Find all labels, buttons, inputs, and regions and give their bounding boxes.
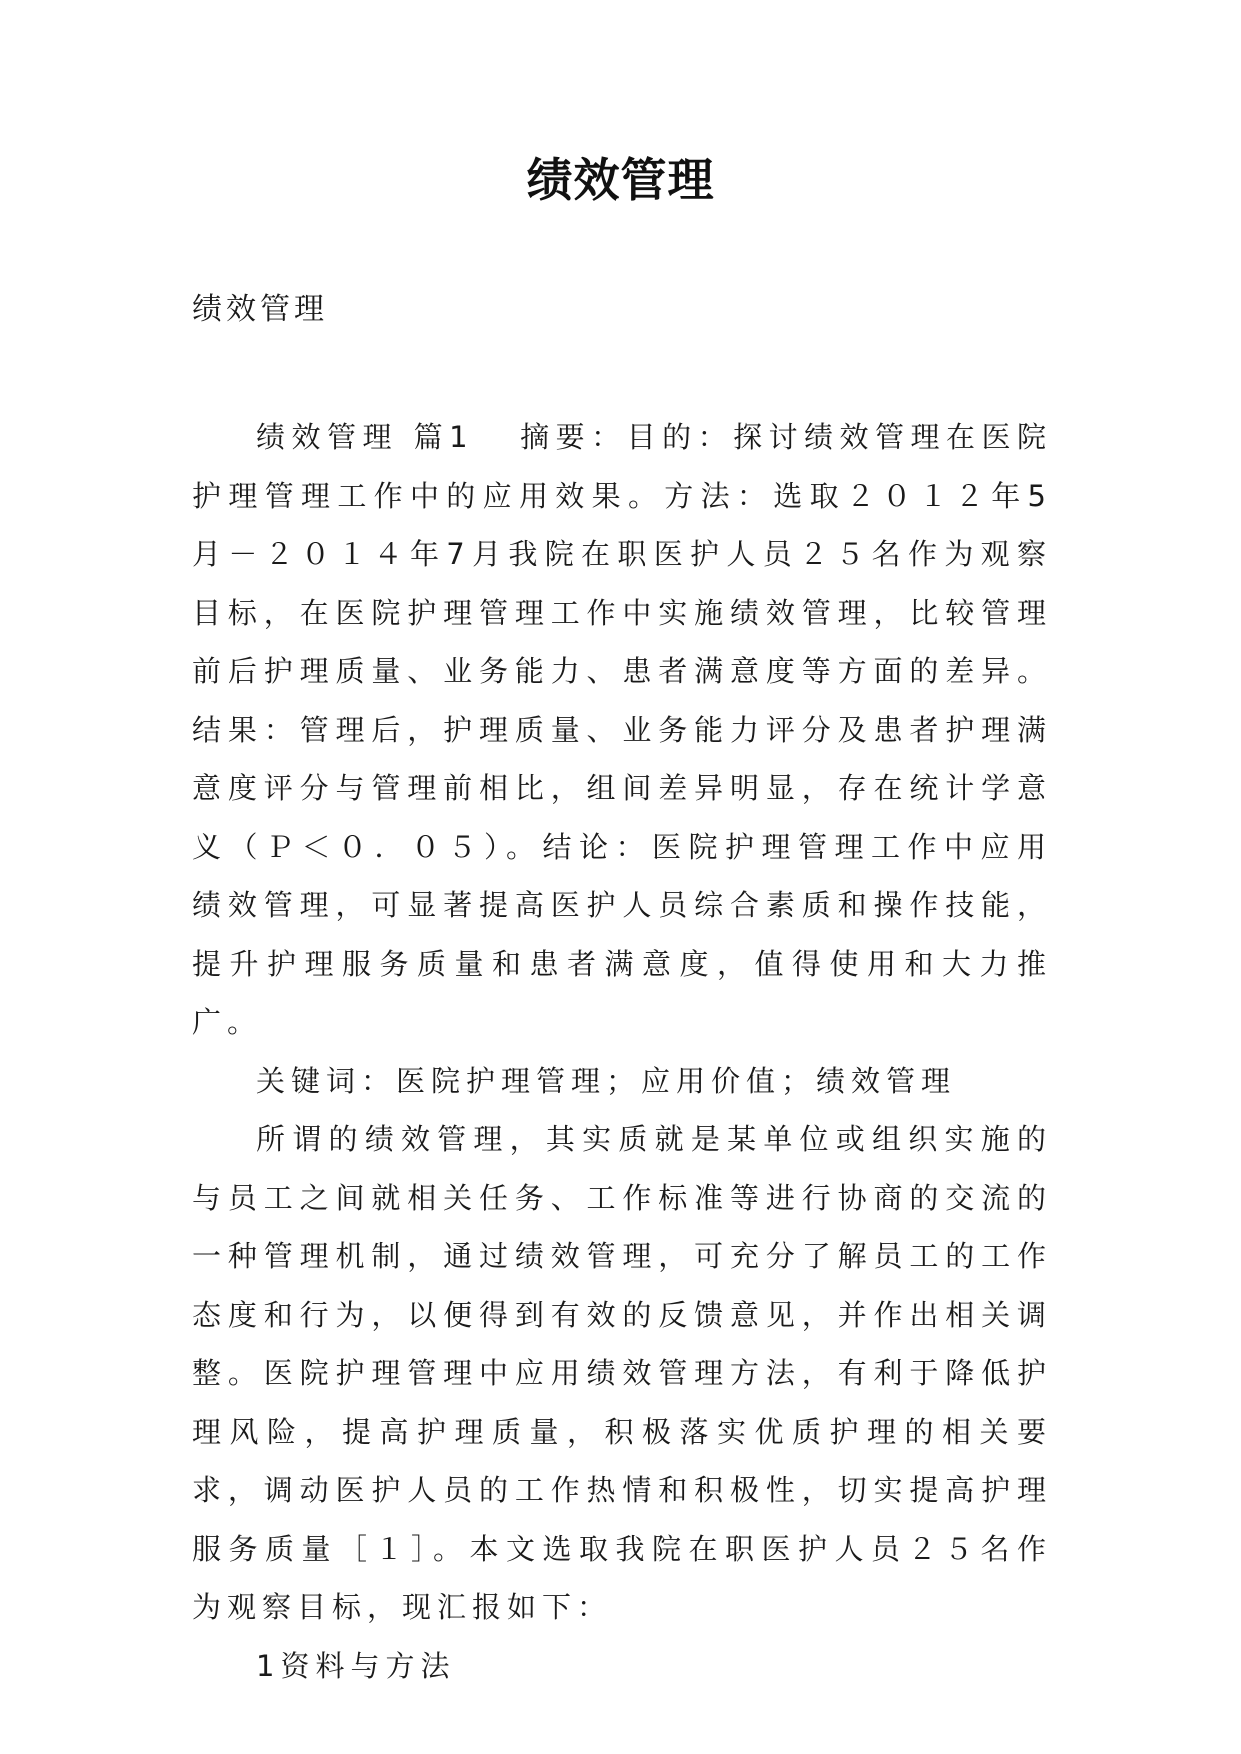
article-lead: 绩效管理 篇1: [256, 420, 474, 454]
section-heading: 1资料与方法: [256, 1648, 456, 1683]
abstract-text: 摘要：目的：探讨绩效管理在医院护理管理工作中的应用效果。方法：选取２０１２年5月－２０１４年7月我院在职医护人员２５名作为观察目标，在医院护理管理工作中实施绩效管理，比较管理前后护理质量、业务能力、患者满意度等方面的差异。结果：管理后，护理质量、业务能力评分及患者护理满意度评分与管理前相比，组间差异明显，存在统计学意义（Ｐ＜０．０５）。结论：医院护理管理工作中应用绩效管理，可显著提高医护人员综合素质和操作技能，提升护理服务质量和患者满意度，值得使用和大力推广。: [192, 420, 1052, 1039]
keywords-paragraph: 关键词：医院护理管理；应用价值；绩效管理: [256, 1063, 957, 1098]
document-subtitle: 绩效管理: [192, 292, 328, 327]
intro-paragraph: 所谓的绩效管理，其实质就是某单位或组织实施的与员工之间就相关任务、工作标准等进行协商的交流的一种管理机制，通过绩效管理，可充分了解员工的工作态度和行为，以便得到有效的反馈意见，并作出相关调整。医院护理管理中应用绩效管理方法，有利于降低护理风险，提高护理质量，积极落实优质护理的相关要求，调动医护人员的工作热情和积极性，切实提高护理服务质量［１］。本文选取我院在职医护人员２５名作为观察目标，现汇报如下：: [192, 1122, 1052, 1624]
abstract-paragraph: [192, 408, 1052, 1052]
document-body: [192, 408, 1052, 1695]
document-title: 绩效管理: [526, 153, 715, 207]
